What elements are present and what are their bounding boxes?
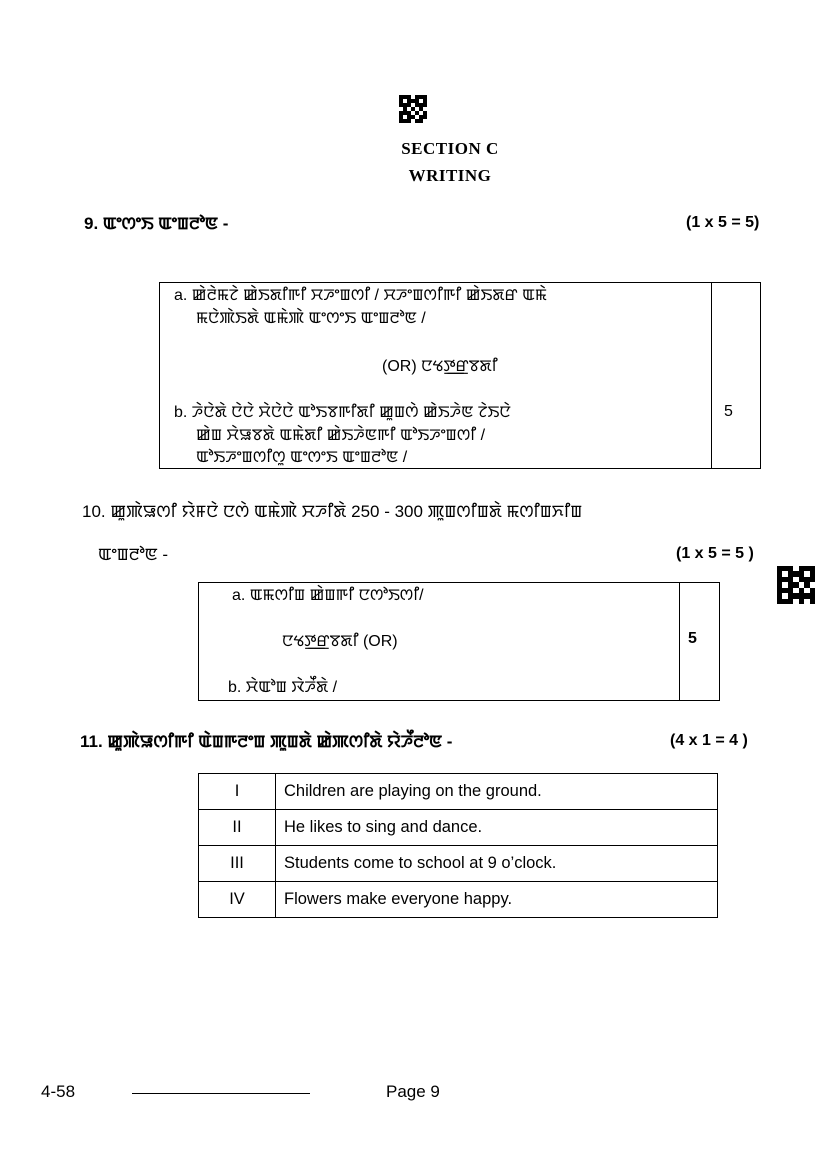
question-11-label: 11. ꯀꯨꯄꯥꯎꯁꯤꯒꯤ ꯑꯥꯡꯒꯂꯦꯡ ꯄꯨꯡꯗꯥ ꯀꯥꯄꯁꯤꯗꯥ ꯌꯥꯍꯩꯂꯣꯟ - — [80, 732, 453, 751]
question-10-box-marks: 5 — [688, 630, 697, 647]
question-9-option-b-line2: ꯀꯥꯡ ꯆꯥꯎꯕꯗꯥ ꯑꯃꯥꯗꯤ ꯀꯥꯏꯍꯥꯟꯒꯤ ꯑꯣꯏꯍꯦꯡꯁꯤ / — [196, 427, 486, 444]
footer-page-number: Page 9 — [386, 1082, 440, 1101]
question-9-label: 9. ꯑꯦꯁꯦꯏ ꯑꯦꯡꯂꯣꯟ - — [84, 214, 229, 233]
row-sentence: Students come to school at 9 o’clock. — [276, 846, 718, 882]
row-number: IV — [199, 882, 276, 918]
question-9-box-marks: 5 — [724, 403, 733, 420]
footer-rule — [132, 1093, 310, 1094]
table-row — [199, 810, 718, 846]
question-9-or: (OR) ꯅꯠꯇ꯭ꯔꯕꯗꯤ — [382, 358, 498, 375]
question-9-option-a-line2: ꯃꯅꯥꯄꯥꯏꯗꯥ ꯑꯃꯥꯄꯥ ꯑꯦꯁꯦꯏ ꯑꯦꯡꯂꯣꯟ / — [196, 310, 426, 327]
question-11-marks: (4 x 1 = 4 ) — [670, 732, 748, 749]
question-10-label-line2: ꯑꯦꯡꯂꯣꯟ - — [98, 545, 169, 564]
footer-code: 4-58 — [41, 1082, 76, 1101]
row-sentence: He likes to sing and dance. — [276, 810, 718, 846]
table-row — [199, 882, 718, 918]
row-sentence: Children are playing on the ground. — [276, 774, 718, 810]
row-number: II — [199, 810, 276, 846]
section-heading: SECTION C — [401, 139, 499, 158]
sentences-table — [198, 773, 718, 918]
question-10-option-a: a. ꯑꯃꯁꯤꯡ ꯀꯥꯡꯒꯤ ꯅꯁꯣꯏꯁꯤ/ — [232, 587, 424, 604]
qr-code-icon — [399, 95, 427, 123]
question-9-option-a-line1: a. ꯀꯥꯂꯥꯃꯖꯥ ꯀꯥꯏꯗꯤꯒꯤ ꯆꯍꯦꯡꯁꯤ / ꯆꯍꯦꯡꯁꯤꯒꯤ ꯀꯥꯏꯗꯔ ꯑꯃꯥ — [174, 287, 547, 304]
row-sentence: Flowers make everyone happy. — [276, 882, 718, 918]
question-10-label-line1: 10. ꯀꯨꯄꯥꯎꯁꯤ ꯌꯥꯝꯅꯥ ꯅꯁꯥ ꯑꯃꯥꯄꯥ ꯆꯍꯤꯗꯥ 250 - 300 ꯄꯨꯡꯁꯤꯡꯗꯥ ꯃꯁꯤꯡꯈꯤꯡ — [82, 502, 583, 521]
question-10-box-divider — [679, 582, 680, 700]
question-10-marks: (1 x 5 = 5 ) — [676, 545, 754, 562]
question-9-option-b-line3: ꯑꯣꯏꯍꯦꯡꯁꯤꯁꯨ ꯑꯦꯁꯦꯏ ꯑꯦꯡꯂꯣꯟ / — [196, 449, 408, 466]
table-row — [199, 846, 718, 882]
side-qr-code-icon — [777, 566, 815, 604]
subsection-heading: WRITING — [408, 166, 492, 185]
question-9-marks: (1 x 5 = 5) — [686, 214, 760, 231]
question-9-option-b-line1: b. ꯍꯥꯅꯥꯗꯥ ꯅꯥꯅꯥ ꯆꯥꯅꯥꯅꯥ ꯑꯣꯏꯕꯒꯤꯗꯤ ꯀꯨꯡꯁꯥ ꯀꯥꯏꯍꯥꯟ ꯖꯥꯏꯅꯥ — [174, 404, 511, 421]
question-10-option-b: b. ꯆꯥꯑꯣꯡ ꯋꯥꯍꯩꯗꯥ / — [228, 679, 338, 696]
question-9-box-divider — [711, 282, 712, 468]
table-row — [199, 774, 718, 810]
row-number: III — [199, 846, 276, 882]
row-number: I — [199, 774, 276, 810]
question-10-or: ꯅꯠꯇ꯭ꯔꯕꯗꯤ (OR) — [282, 633, 398, 650]
